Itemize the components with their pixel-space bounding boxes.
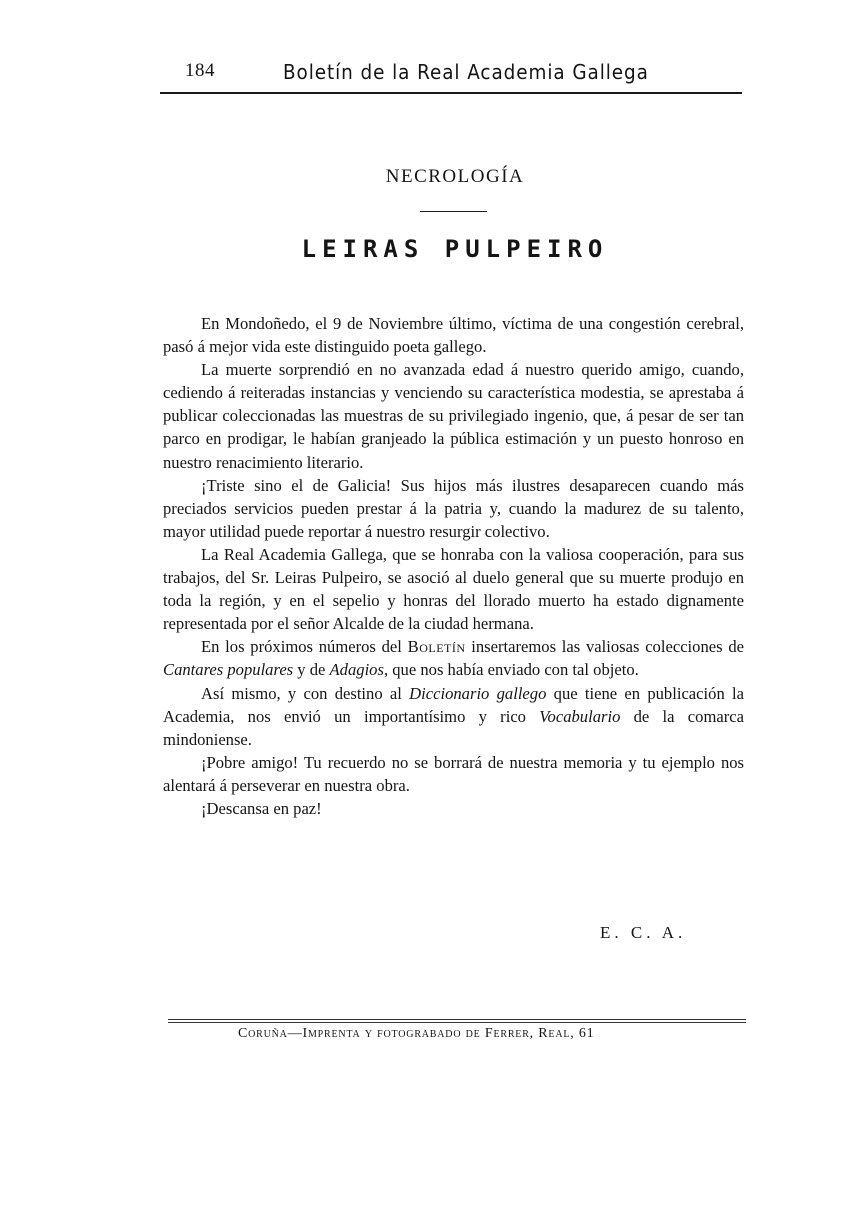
text-run: insertaremos las valiosas colecciones de	[465, 637, 744, 657]
paragraph: ¡Triste sino el de Galicia! Sus hijos más ilustres desaparecen cuando más preciados servicios pueden prestar á la patria y, cuando la madurez de su talento, mayor utilidad puede reportar á nuestro resurgir colectivo.	[163, 475, 744, 541]
work-title: Vocabulario	[539, 706, 621, 726]
paragraph: En Mondoñedo, el 9 de Noviembre último, víctima de una congestión cerebral, pasó á mejor vida este distinguido poeta gallego.	[163, 314, 744, 357]
footer-rule	[168, 1019, 746, 1020]
paragraph	[163, 682, 744, 751]
text-run: de la comarca mindoniense.	[163, 706, 744, 749]
running-header	[165, 58, 743, 88]
text-run: , que nos había enviado con tal objeto.	[383, 660, 639, 680]
journal-title: Boletín de la Real Academia Gallega	[283, 60, 649, 84]
title-divider	[420, 211, 487, 212]
text-run: Así mismo, y con destino al	[201, 683, 410, 703]
printer-imprint: Coruña—Imprenta y fotograbado de Ferrer, Real, 61	[238, 1026, 595, 1041]
text-run: y de	[293, 660, 330, 680]
paragraph: ¡Pobre amigo! Tu recuerdo no se borrará de nuestra memoria y tu ejemplo nos alentará á perseverar en nuestra obra.	[163, 752, 744, 795]
paragraph: La Real Academia Gallega, que se honraba con la valiosa cooperación, para sus trabajos, del Sr. Leiras Pulpeiro, se asoció al duelo general que su muerte produjo en toda la región, y en el sepelio y honras del llorado muerto ha estado dignamente representada por el señor Alcalde de la ciudad hermana.	[163, 544, 744, 634]
work-title: Cantares populares	[163, 660, 294, 680]
header-rule	[160, 92, 742, 94]
article-title: LEIRAS PULPEIRO	[301, 235, 609, 263]
paragraph: ¡Descansa en paz!	[201, 798, 322, 818]
article-body	[163, 312, 744, 820]
section-title: NECROLOGÍA	[385, 166, 525, 187]
journal-reference: Boletín	[407, 637, 466, 657]
page-number: 184	[185, 60, 215, 81]
author-signature: E. C. A.	[600, 923, 687, 942]
work-title: Adagios	[329, 660, 384, 680]
work-title: Diccionario gallego	[409, 683, 547, 703]
text-run: En los próximos números del	[201, 637, 408, 657]
text-run: que tiene en publicación la Academia, nos envió un importantísimo y rico	[163, 683, 744, 726]
footer-rule	[168, 1022, 746, 1023]
paragraph	[163, 635, 744, 681]
paragraph: La muerte sorprendió en no avanzada edad á nuestro querido amigo, cuando, cediendo á reiteradas instancias y venciendo su característica modestia, se aprestaba á publicar coleccionadas las muestras de su privilegiado ingenio, que, á pesar de ser tan parco en prodigar, le habían granjeado la pública estimación y un puesto honroso en nuestro renacimiento literario.	[163, 360, 744, 472]
